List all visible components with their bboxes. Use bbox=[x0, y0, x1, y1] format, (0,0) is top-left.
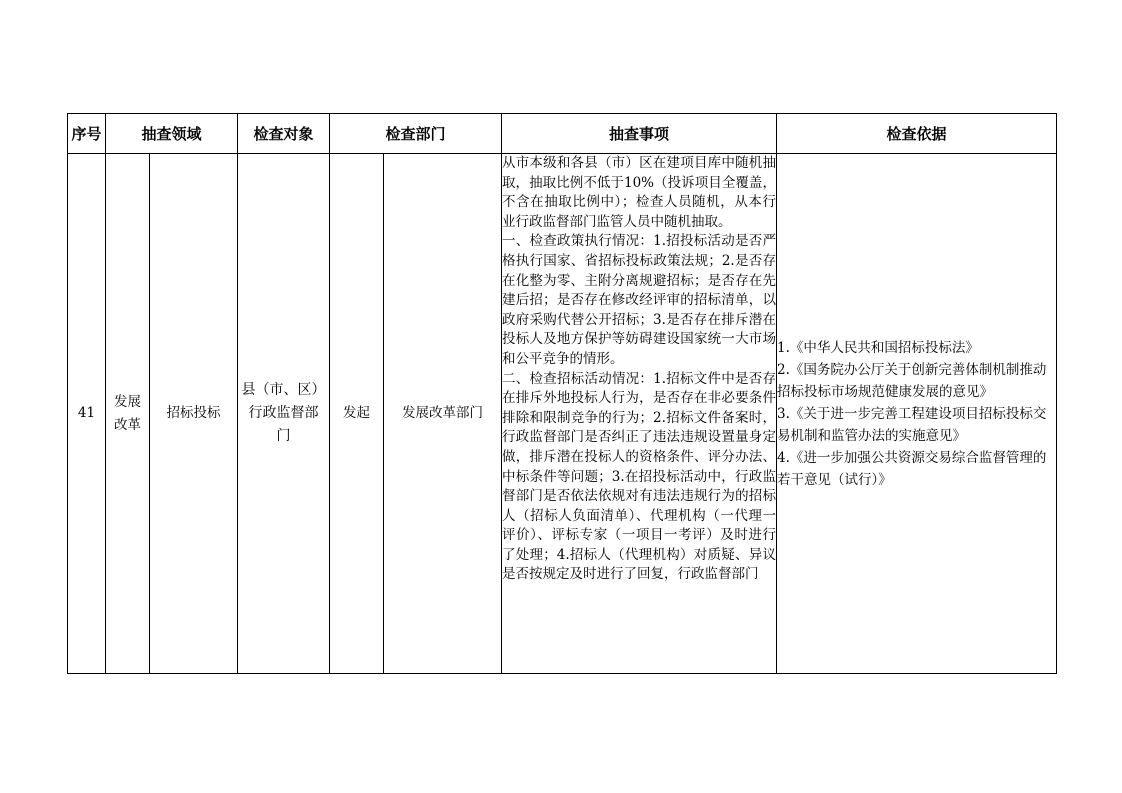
cell-seq: 41 bbox=[68, 154, 106, 674]
header-basis: 检查依据 bbox=[777, 114, 1057, 154]
header-seq: 序号 bbox=[68, 114, 106, 154]
header-items: 抽查事项 bbox=[502, 114, 777, 154]
cell-dept-name: 发展改革部门 bbox=[384, 154, 502, 674]
header-target: 检查对象 bbox=[238, 114, 330, 154]
inspection-table bbox=[67, 113, 1057, 674]
cell-basis: 1.《中华人民共和国招标投标法》 2.《国务院办公厅关于创新完善体制机制推动招标投标市场规范健康发展的意见》 3.《关于进一步完善工程建设项目招标投标交易机制和监管办法的实施意见》 4.《进一步加强公共资源交易综合监督管理的若干意见（试行）》 bbox=[777, 154, 1057, 674]
cell-items: 从市本级和各县（市）区在建项目库中随机抽取，抽取比例不低于10%（投诉项目全覆盖，不含在抽取比例中）；检查人员随机，从本行业行政监督部门监管人员中随机抽取。 一、检查政策执行情况：1.招投标活动是否严格执行国家、省招标投标政策法规；2.是否存在化整为零、主附分离规避招标；是否存在先建后招；是否存在修改经评审的招标清单，以政府采购代替公开招标；3.是否存在排斥潜在投标人及地方保护等妨碍建设国家统一大市场和公平竞争的情形。 二、检查招标活动情况：1.招标文件中是否存在排斥外地投标人行为，是否存在非必要条件排除和限制竞争的行为；2.招标文件备案时，行政监督部门是否纠正了违法违规设置量身定做，排斥潜在投标人的资格条件、评分办法、中标条件等问题；3.在招投标活动中，行政监督部门是否依法依规对有违法违规行为的招标人（招标人负面清单）、代理机构（一代理一评价）、评标专家（一项目一考评）及时进行了处理；4.招标人（代理机构）对质疑、异议是否按规定及时进行了回复，行政监督部门 bbox=[502, 154, 777, 674]
table-row bbox=[68, 154, 1057, 674]
cell-field-main: 发展 改革 bbox=[106, 154, 150, 674]
header-row bbox=[68, 114, 1057, 154]
cell-dept-role: 发起 bbox=[330, 154, 384, 674]
header-dept: 检查部门 bbox=[330, 114, 502, 154]
header-field: 抽查领域 bbox=[106, 114, 238, 154]
cell-field-sub: 招标投标 bbox=[150, 154, 238, 674]
cell-target: 县（市、区） 行政监督部 门 bbox=[238, 154, 330, 674]
